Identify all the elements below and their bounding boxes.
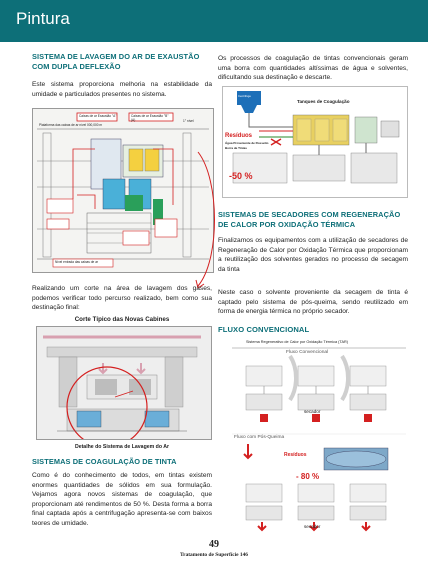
paragraph-lavagem: Este sistema proporciona melhoria na estabilidade da umidade e particulados presentes no sistema. [32,81,212,98]
label-plataforma: Plataforma das caixas de ar nível 000,000 m [39,123,103,127]
page-number: 49 [209,539,219,550]
label-residuos: Resíduos [225,133,253,139]
cabin-section-drawing [37,327,211,439]
page-header [0,0,428,42]
label-caixas-a: Caixas de ar Exaustão "A" [79,114,117,118]
figure-exhaust-system [32,108,214,273]
paragraph-processos: Os processos de coagulação de tintas convencionais geram uma borra com quantidades altíssimas de água e solventes, dificultando sua destinação e descarte. [218,55,408,82]
exhaust-system-drawing [33,109,213,272]
paragraph-corte: Realizando um corte na área de lavagem dos gases, podemos verificar todo percurso realizado, bem como sua destinação final: [32,285,212,312]
section-title: Pintura [16,9,70,28]
figure2-caption: Detalhe do Sistema de Lavagem do Ar [74,444,170,450]
publication-name: Tratamento de Superfície 146 [179,552,249,558]
heading-secadores: SISTEMAS DE SECADORES COM REGENERAÇÃO DE CALOR POR OXIDAÇÃO TÉRMICA [218,210,401,229]
label-residuos-2: Resíduos [284,452,307,458]
label-caixas-b: Caixas de ar Exaustão "B" (A) [131,114,169,122]
heading-coagulacao: SISTEMAS DE COAGULAÇÃO DE TINTA [32,457,177,466]
label-minus-80: - 80 % [296,472,320,481]
paragraph-secadores-1: Finalizamos os equipamentos com a utilização de secadores de Regeneração de Calor por Oxidação Térmica que proporcionam a reutilização dos solventes gerados no processo de secagem da tinta [218,237,408,273]
flux-title: Sistema Regenerativo de Calor por Oxidação Térmica (TAR) [246,340,348,344]
label-borra: Borra de Tintas [225,146,247,150]
label-nivel: 1° nível [183,119,194,123]
label-secador-2: secador [304,524,321,529]
paragraph-coagulacao: Como é do conhecimento de todos, em tintas existem enormes quantidades de sólidos em sua formulação. Vejamos agora novos sistemas de coagulação, que proporcionam até rendimentos de 50 %. Desta forma a borra final captada após a centrifugação apresenta-se com baixos teores de umidade. [32,472,212,527]
label-centrifuge: Centrifuge [238,94,251,98]
figure-flux [228,338,410,536]
label-secador: secador [304,409,321,414]
label-fluxo-pos-queima: Fluxo com Pós-Queima [234,435,285,440]
figure2-title: Corte Típico das Novas Cabines [74,316,170,323]
label-minus-50: -50 % [229,171,253,181]
label-agua: Água Proveniente de Rossetto [225,141,269,145]
heading-lavagem: SISTEMA DE LAVAGEM DO AR DE EXAUSTÃO COM DUPLA DEFLEXÃO [32,52,200,71]
paragraph-secadores-2: Neste caso o solvente proveniente da secagem de tinta é captado pelo sistema de pós-queima, sendo reutilizado em forma de energia térmica no próprio secador. [218,289,408,316]
label-fluxo-convencional: Fluxo Convencional [286,350,329,355]
figure-coagulation-tanks [222,86,408,198]
figure-cabin-section [36,326,212,440]
heading-fluxo: FLUXO CONVENCIONAL [218,325,310,334]
label-nivel-entrada: Nível entrada das caixas de ar [55,260,99,264]
label-tanques: Tanques de Coagulação [297,99,350,104]
